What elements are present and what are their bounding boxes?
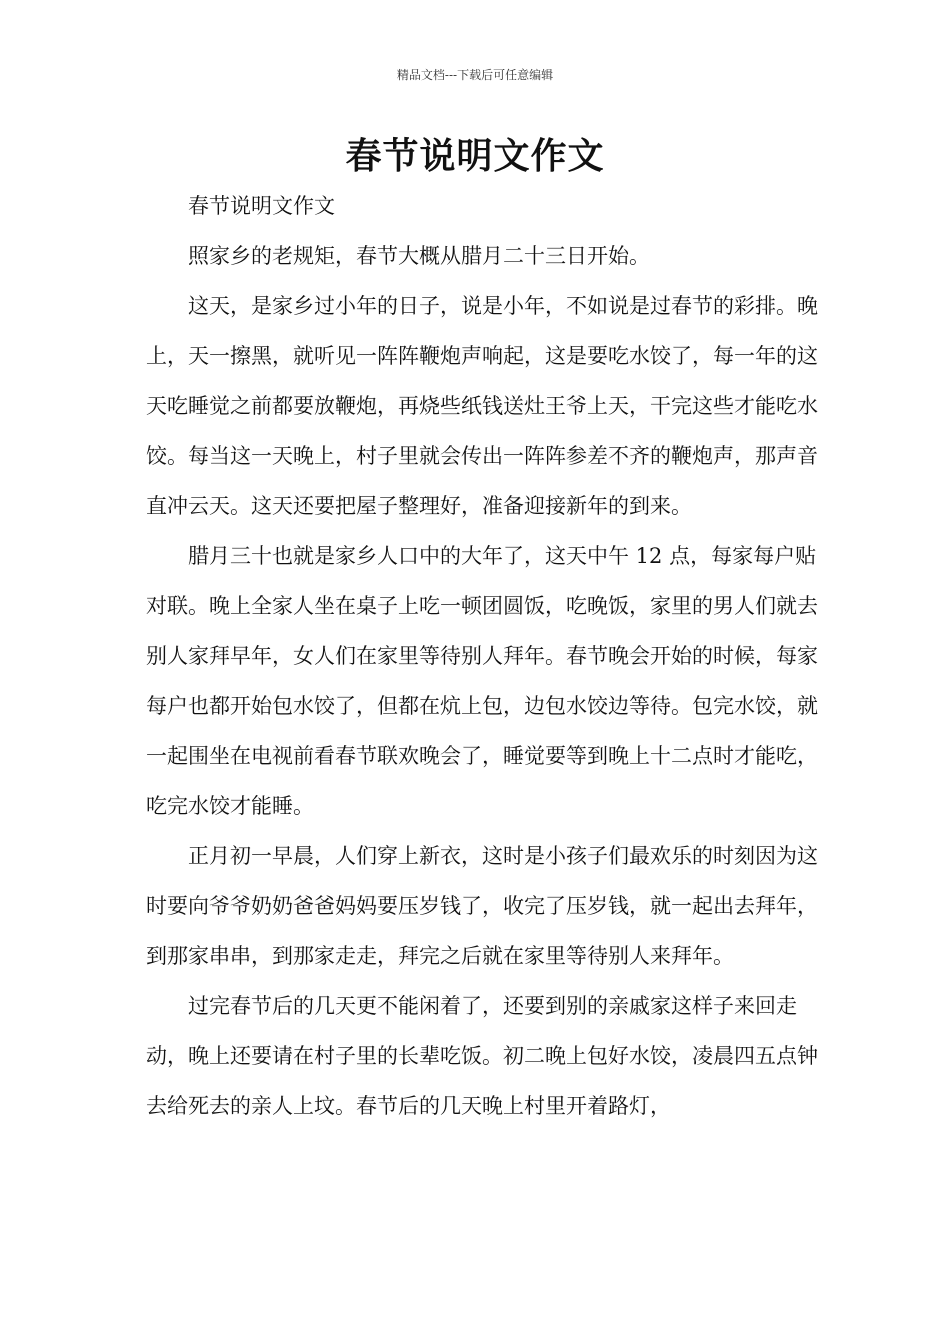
paragraph: 过完春节后的几天更不能闲着了，还要到别的亲戚家这样子来回走动，晚上还要请在村子里的长辈吃饭。初二晚上包好水饺，凌晨四五点钟去给死去的亲人上坟。春节后的几天晚上村里开着路灯， xyxy=(146,994,818,1118)
paragraph-subtitle: 春节说明文作文 xyxy=(188,194,335,218)
header-note: 精品文档---下载后可任意编辑 xyxy=(396,68,554,82)
paragraph: 腊月三十也就是家乡人口中的大年了，这天中午 12 点，每家每户贴对联。晚上全家人坐在桌子上吃一顿团圆饭，吃晚饭，家里的男人们就去别人家拜早年，女人们在家里等待别人拜年。春节晚会开始的时候，每家每户也都开始包水饺了，但都在炕上包，边包水饺边等待。包完水饺，就一起围坐在电视前看春节联欢晚会了，睡觉要等到晚上十二点时才能吃，吃完水饺才能睡。 xyxy=(146,544,818,818)
document-body xyxy=(146,181,826,1131)
document-title: 春节说明文作文 xyxy=(345,135,605,177)
paragraph: 照家乡的老规矩，春节大概从腊月二十三日开始。 xyxy=(188,244,650,268)
paragraph: 这天，是家乡过小年的日子，说是小年，不如说是过春节的彩排。晚上，天一擦黑，就听见一阵阵鞭炮声响起，这是要吃水饺了，每一年的这天吃睡觉之前都要放鞭炮，再烧些纸钱送灶王爷上天，干完这些才能吃水饺。每当这一天晚上，村子里就会传出一阵阵参差不齐的鞭炮声，那声音直冲云天。这天还要把屋子整理好，准备迎接新年的到来。 xyxy=(146,294,818,518)
paragraph: 正月初一早晨，人们穿上新衣，这时是小孩子们最欢乐的时刻因为这时要向爷爷奶奶爸爸妈妈要压岁钱了，收完了压岁钱，就一起出去拜年，到那家串串，到那家走走，拜完之后就在家里等待别人来拜年。 xyxy=(146,844,818,968)
